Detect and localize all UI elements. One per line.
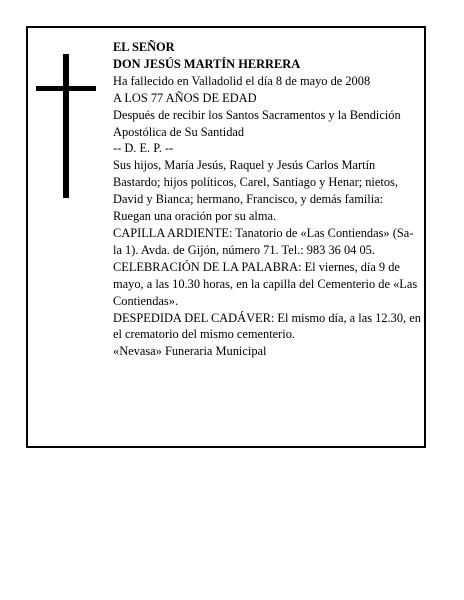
family-line: Sus hijos, María Jesús, Raquel y Jesús Carlos Martín Bastardo; hijos políticos, Carel, Santiago y Henar; nietos, David y Bianca; hermano, Francisco, y demás familia: — [113, 158, 398, 207]
cross-icon — [36, 54, 96, 198]
age-line: A LOS 77 AÑOS DE EDAD — [113, 90, 257, 105]
farewell-info: DESPEDIDA DEL CADÁVER: El mismo día, a las 12.30, en el crematorio del mismo cementerio. — [113, 310, 421, 342]
death-date: Ha fallecido en Valladolid el día 8 de mayo de 2008 — [113, 73, 371, 88]
cross-vertical-bar — [63, 54, 69, 198]
notice-text — [113, 39, 421, 360]
cross-horizontal-bar — [36, 86, 96, 91]
prayer-request: Ruegan una oración por su alma. — [113, 209, 277, 224]
chapel-info: CAPILLA ARDIENTE: Tanatorio de «Las Contiendas» (Sa-la 1). Avda. de Gijón, número 71. Tel.: 983 36 04 05. — [113, 225, 414, 257]
rip-line: -- D. E. P. -- — [113, 141, 174, 156]
deceased-name: DON JESÚS MARTÍN HERRERA — [113, 56, 301, 71]
ceremony-info: CELEBRACIÓN DE LA PALABRA: El viernes, día 9 de mayo, a las 10.30 horas, en la capilla del Cementerio de «Las Contiendas». — [113, 259, 418, 308]
title-honorific: EL SEÑOR — [113, 40, 175, 54]
funeral-home: «Nevasa» Funeraria Municipal — [113, 344, 267, 359]
sacraments-line: Después de recibir los Santos Sacramentos y la Bendición Apostólica de Su Santidad — [113, 107, 401, 139]
